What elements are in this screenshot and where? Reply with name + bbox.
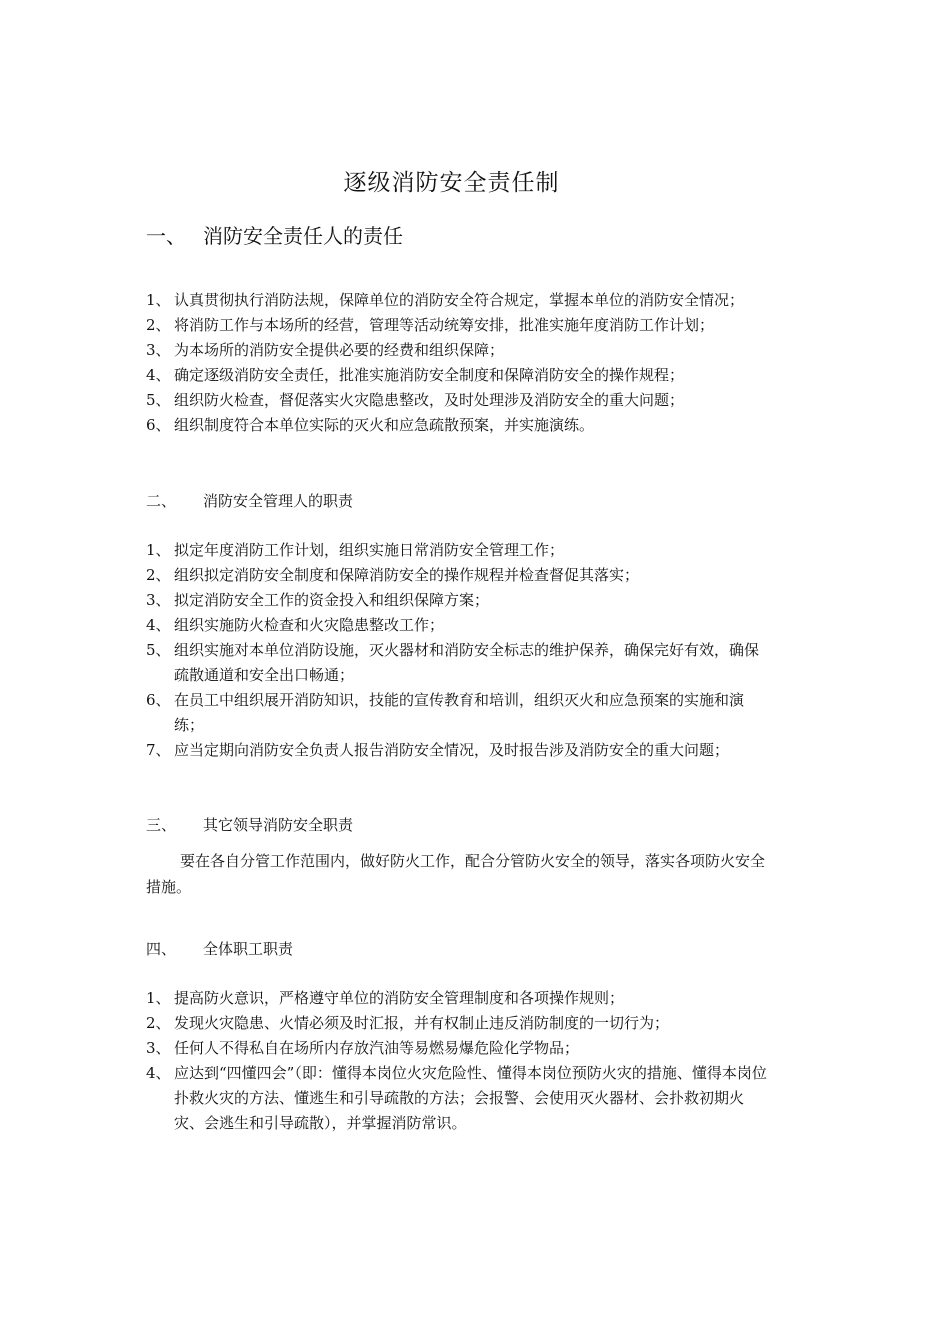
item-number: 1、 [146,989,171,1007]
section-3-paragraph: 要在各自分管工作范围内，做好防火工作，配合分管防火安全的领导，落实各项防火安全措施。 [146,852,766,896]
list-item [146,313,772,338]
item-number: 1、 [146,291,171,309]
section-number: 二、 [146,492,177,510]
section-title: 其它领导消防安全职责 [203,816,354,834]
item-text: 提高防火意识，严格遵守单位的消防安全管理制度和各项操作规则； [174,989,625,1007]
section-1-list [146,288,772,438]
list-item [146,388,772,413]
list-item [146,288,772,313]
item-number: 2、 [146,316,171,334]
item-number: 7、 [146,741,171,759]
item-number: 3、 [146,1039,171,1057]
item-text: 拟定年度消防工作计划，组织实施日常消防安全管理工作； [174,541,565,559]
item-text: 发现火灾隐患、火情必须及时汇报，并有权制止违反消防制度的一切行为； [174,1014,670,1032]
item-text: 确定逐级消防安全责任，批准实施消防安全制度和保障消防安全的操作规程； [174,366,685,384]
section-number: 一、 [146,224,186,248]
section-2-list [146,538,772,763]
section-title: 全体职工职责 [203,940,294,958]
item-number: 2、 [146,1014,171,1032]
item-text: 为本场所的消防安全提供必要的经费和组织保障； [174,341,505,359]
item-text: 组织防火检查，督促落实火灾隐患整改，及时处理涉及消防安全的重大问题； [174,391,685,409]
item-text: 组织拟定消防安全制度和保障消防安全的操作规程并检查督促其落实； [174,566,640,584]
item-number: 2、 [146,566,171,584]
item-text: 应当定期向消防安全负责人报告消防安全情况，及时报告涉及消防安全的重大问题； [174,741,730,759]
list-item [146,413,772,438]
list-item [146,563,772,588]
section-3-heading [146,813,353,837]
section-number: 四、 [146,940,177,958]
item-number: 4、 [146,1064,171,1082]
section-2-heading [146,489,353,513]
section-number: 三、 [146,816,177,834]
item-number: 6、 [146,691,171,709]
list-item [146,338,772,363]
item-text: 组织实施对本单位消防设施，灭火器材和消防安全标志的维护保养，确保完好有效，确保疏散通道和安全出口畅通； [174,641,760,684]
item-text: 认真贯彻执行消防法规，保障单位的消防安全符合规定，掌握本单位的消防安全情况； [174,291,745,309]
item-number: 5、 [146,391,171,409]
item-number: 5、 [146,641,171,659]
section-title: 消防安全责任人的责任 [203,224,403,248]
list-item [146,588,772,613]
list-item [146,1036,772,1061]
section-4-list [146,986,772,1136]
section-4-heading [146,937,293,961]
item-number: 6、 [146,416,171,434]
item-text: 在员工中组织展开消防知识，技能的宣传教育和培训，组织灭火和应急预案的实施和演练； [174,691,745,734]
list-item [146,638,772,688]
item-number: 3、 [146,591,171,609]
list-item [146,738,772,763]
list-item [146,363,772,388]
list-item [146,986,772,1011]
item-number: 3、 [146,341,171,359]
list-item [146,1061,772,1136]
section-title: 消防安全管理人的职责 [203,492,354,510]
item-number: 4、 [146,616,171,634]
list-item [146,538,772,563]
item-text: 应达到“四懂四会”（即：懂得本岗位火灾危险性、懂得本岗位预防火灾的措施、懂得本岗位扑救火灾的方法、懂逃生和引导疏散的方法；会报警、会使用灭火器材、会扑救初期火灾、会逃生和引导疏散），并掌握消防常识。 [174,1064,767,1132]
section-1-heading [146,222,403,250]
item-text: 任何人不得私自在场所内存放汽油等易燃易爆危险化学物品； [174,1039,580,1057]
document-title: 逐级消防安全责任制 [343,170,560,196]
item-text: 组织制度符合本单位实际的灭火和应急疏散预案，并实施演练。 [174,416,595,434]
item-number: 4、 [146,366,171,384]
item-text: 组织实施防火检查和火灾隐患整改工作； [174,616,445,634]
list-item [146,613,772,638]
item-text: 拟定消防安全工作的资金投入和组织保障方案； [174,591,490,609]
list-item [146,688,772,738]
list-item [146,1011,772,1036]
item-number: 1、 [146,541,171,559]
item-text: 将消防工作与本场所的经营，管理等活动统筹安排，批准实施年度消防工作计划； [174,316,715,334]
